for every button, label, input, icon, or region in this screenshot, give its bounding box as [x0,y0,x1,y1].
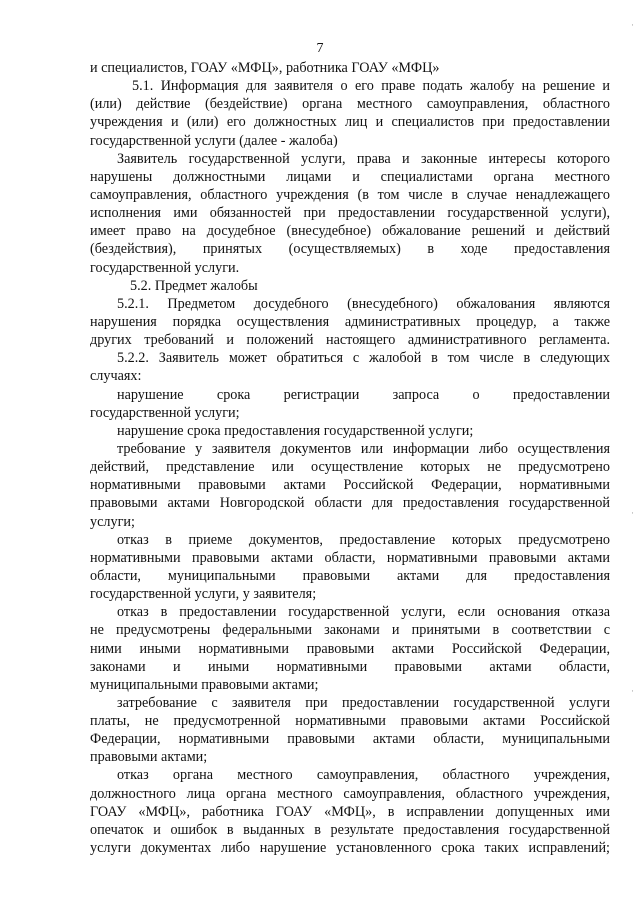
scan-speck: · [631,686,634,696]
text-line: государственной услуги, у заявителя; [90,586,317,603]
text-line: Заявитель государственной услуги, права и законные интересы которого [117,150,610,167]
text-line: правовыми актами Новгородской области для предоставления государственной [90,495,610,512]
text-line: 5.1. Информация для заявителя о его праве подать жалобу на решение и [132,78,610,95]
text-line: государственной услуги; [90,404,240,421]
text-line: не предусмотрены федеральными законами и принятыми в соответствии с [90,622,610,639]
document-body [90,59,610,857]
text-line: отказ органа местного самоуправления, областного учреждения, [117,767,610,784]
text-line: (или) действие (бездействие) органа местного самоуправления, областного [90,96,610,113]
page-number: 7 [316,41,324,56]
text-line: опечаток и ошибок в выданных в результате предоставления государственной [90,821,610,838]
text-line: должностного лица органа местного самоуправления, областного учреждения, [90,785,610,802]
text-line: нарушены должностными лицами и специалистами органа местного [90,168,610,185]
text-line: ними иными нормативными правовыми актами Российской Федерации, [90,640,610,657]
text-line: учреждения и (или) его должностных лиц и специалистов при предоставлении [90,114,610,131]
text-line: имеет право на досудебное (внесудебное) обжалование решений и действий [90,223,610,240]
text-line: нарушение срока регистрации запроса о предоставлении [117,386,610,403]
scan-speck: · [631,20,634,30]
text-line: услуги; [90,513,135,530]
text-line: области, муниципальными правовыми актами для предоставления [90,567,610,584]
text-line: отказ в приеме документов, предоставление которых предусмотрено [117,531,610,548]
text-line: государственной услуги. [90,259,240,276]
text-line: исполнения ими обязанностей при предоставлении государственной услуги), [90,205,610,222]
text-line: нарушение срока предоставления государственной услуги; [117,422,474,439]
text-line: затребование с заявителя при предоставлении государственной услуги [117,694,610,711]
text-line: муниципальными правовыми актами; [90,676,319,693]
text-line: нормативными правовыми актами Российской Федерации, нормативными [90,477,610,494]
text-line: правовыми актами; [90,749,208,766]
text-line: и специалистов, ГОАУ «МФЦ», работника ГОАУ «МФЦ» [90,60,440,76]
text-line: нормативными правовыми актами области, нормативными правовыми актами [90,549,610,566]
text-line: ГОАУ «МФЦ», работника ГОАУ «МФЦ», в исправлении допущенных ими [90,803,610,820]
text-line: других требований и положений настоящего административного регламента. [90,332,610,349]
text-line: государственной услуги (далее - жалоба) [90,132,338,149]
text-line: законами и иными нормативными правовыми актами области, [90,658,610,675]
text-line: (бездействия), принятых (осуществляемых) в ходе предоставления [90,241,610,258]
text-line: платы, не предусмотренной нормативными правовыми актами Российской [90,713,610,730]
scan-speck: · [631,508,634,518]
text-line: отказ в предоставлении государственной услуги, если основания отказа [117,604,610,621]
text-line: 5.2.2. Заявитель может обратиться с жалобой в том числе в следующих [117,350,610,367]
text-line: действий, представление или осуществление которых не предусмотрено [90,459,610,476]
text-line: самоуправления, областного учреждения (в том числе в случае ненадлежащего [90,186,610,203]
text-line: случаях: [90,368,142,385]
text-line: Федерации, нормативными правовыми актами области, муниципальными [90,731,610,748]
text-line: нарушения порядка осуществления административных процедур, а также [90,313,610,330]
text-line: услуги документах либо нарушение установленного срока таких исправлений; [90,840,610,857]
text-line: требование у заявителя документов или информации либо осуществления [117,440,610,457]
text-line: 5.2. Предмет жалобы [130,277,258,294]
text-line: 5.2.1. Предметом досудебного (внесудебного) обжалования являются [117,295,610,312]
